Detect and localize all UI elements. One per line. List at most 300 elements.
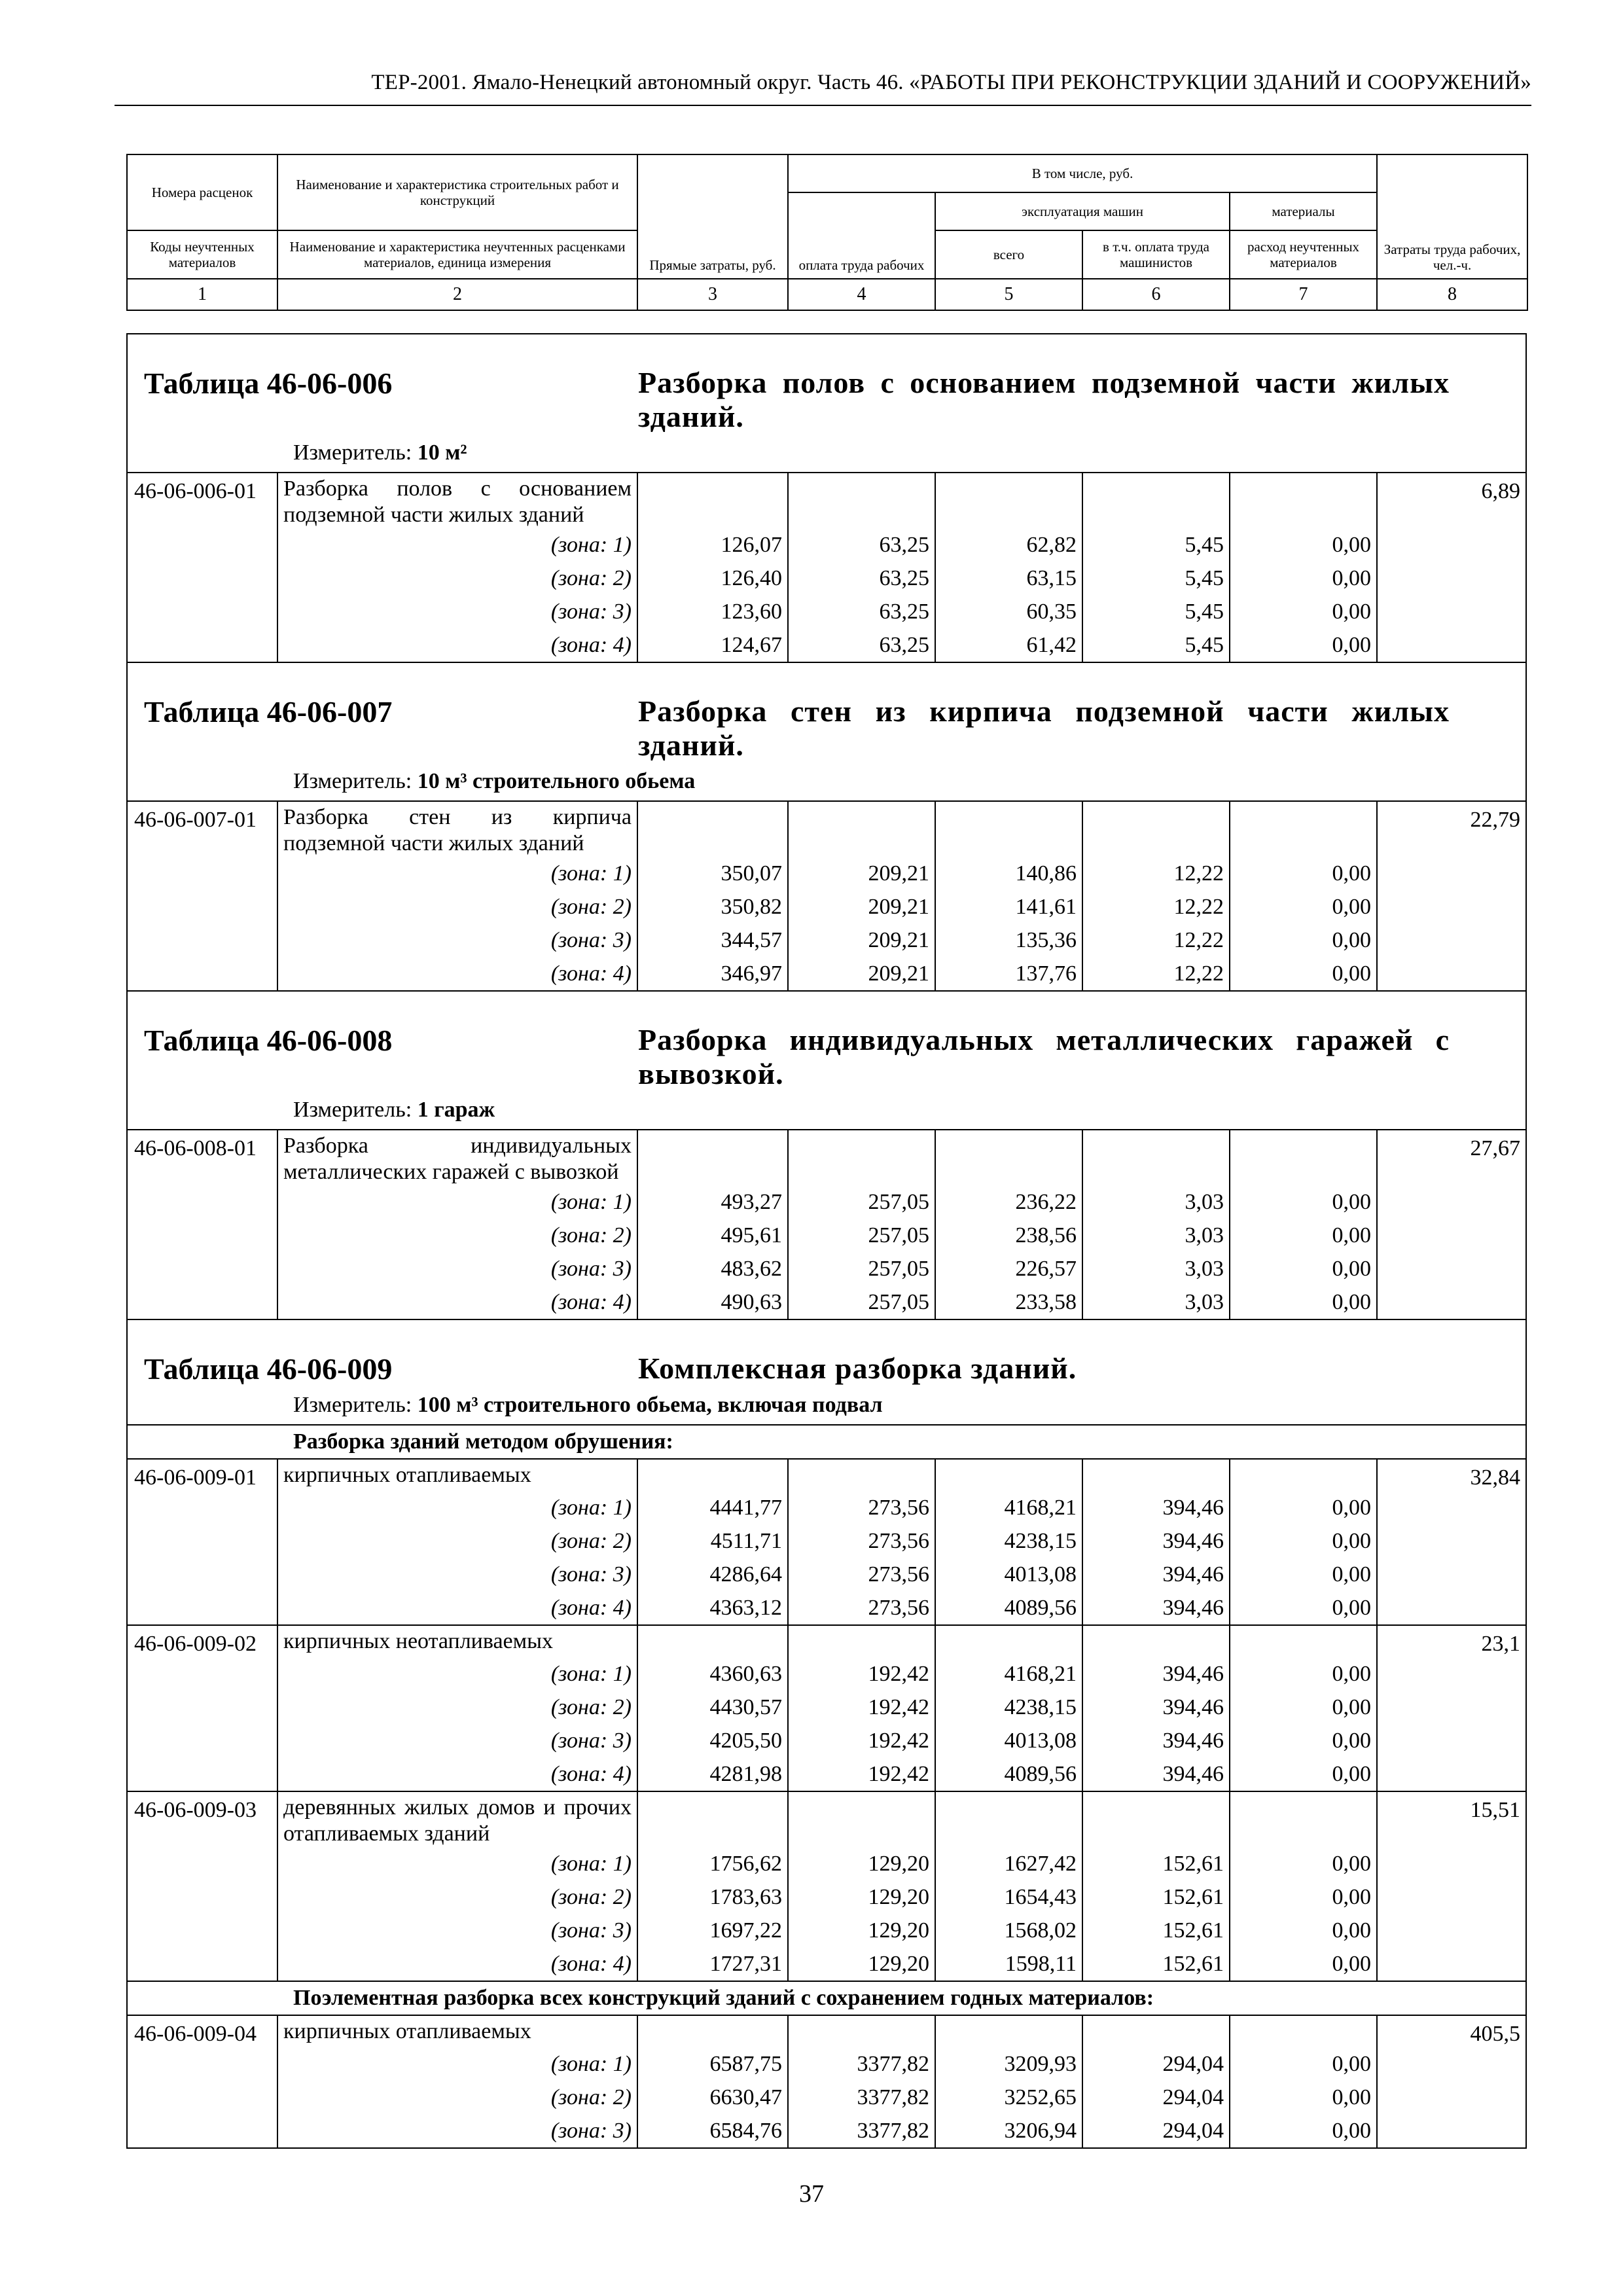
direct-costs-value: 344,57 [637,924,787,957]
empty-cell [1376,628,1527,662]
column-number: 3 [637,279,788,310]
table-number: Таблица 46-06-006 [144,367,393,400]
operators-value: 394,46 [1082,1657,1229,1691]
materials-value: 0,00 [1229,595,1376,628]
empty-cell [126,562,277,595]
zone-label: (зона: 4) [277,1285,637,1319]
operators-value: 394,46 [1082,1558,1229,1591]
table-number: Таблица 46-06-009 [144,1352,393,1386]
empty-cell [126,1285,277,1319]
wages-value: 3377,82 [787,2081,935,2114]
operators-value: 3,03 [1082,1285,1229,1319]
rate-item [126,1458,1527,1491]
labor-value: 405,5 [1376,2016,1527,2047]
empty-cell [1376,1491,1527,1524]
direct-costs-value: 483,62 [637,1252,787,1285]
rate-code: 46-06-006-01 [126,473,277,528]
column-number: 5 [935,279,1082,310]
materials-value: 0,00 [1229,1691,1376,1724]
zone-label: (зона: 2) [277,2081,637,2114]
zone-row [126,957,1527,990]
materials-value: 0,00 [1229,890,1376,924]
column-number: 8 [1377,279,1527,310]
empty-cell [1376,857,1527,890]
operators-value: 5,45 [1082,528,1229,562]
empty-cell [935,1626,1082,1657]
machines-value: 3252,65 [935,2081,1082,2114]
empty-cell [935,1792,1082,1847]
direct-costs-value: 346,97 [637,957,787,990]
direct-costs-value: 1783,63 [637,1880,787,1914]
wages-value: 63,25 [787,528,935,562]
empty-cell [1376,1880,1527,1914]
empty-cell [126,1185,277,1219]
empty-cell [126,924,277,957]
zone-label: (зона: 4) [277,628,637,662]
rate-name: кирпичных неотапливаемых [277,1626,637,1657]
rate-code: 46-06-008-01 [126,1130,277,1185]
zone-row [126,1880,1527,1914]
operators-value: 294,04 [1082,2114,1229,2147]
header-direct-costs: Прямые затраты, руб. [637,154,788,279]
rate-item [126,1129,1527,1185]
wages-value: 273,56 [787,1524,935,1558]
materials-value: 0,00 [1229,1880,1376,1914]
operators-value: 394,46 [1082,1691,1229,1724]
materials-value: 0,00 [1229,2047,1376,2081]
machines-value: 63,15 [935,562,1082,595]
labor-value: 6,89 [1376,473,1527,528]
wages-value: 129,20 [787,1914,935,1947]
rate-item [126,1791,1527,1847]
table-title: Комплексная разборка зданий. [638,1352,1077,1385]
materials-value: 0,00 [1229,1914,1376,1947]
wages-value: 257,05 [787,1219,935,1252]
empty-cell [1376,1591,1527,1624]
zone-label: (зона: 3) [277,2114,637,2147]
empty-cell [787,802,935,857]
operators-value: 294,04 [1082,2081,1229,2114]
wages-value: 3377,82 [787,2047,935,2081]
empty-cell [1376,957,1527,990]
empty-cell [1229,802,1376,857]
empty-cell [126,2081,277,2114]
measure-label: Измеритель: [293,1098,412,1122]
wages-value: 3377,82 [787,2114,935,2147]
machines-value: 4238,15 [935,1524,1082,1558]
zone-row [126,1185,1527,1219]
operators-value: 394,46 [1082,1724,1229,1757]
table-section [126,990,1527,1129]
table-bottom-line [126,2147,1527,2149]
materials-value: 0,00 [1229,1947,1376,1981]
empty-cell [787,1626,935,1657]
empty-cell [1082,1130,1229,1185]
empty-cell [1376,1657,1527,1691]
column-number: 4 [788,279,935,310]
rate-code: 46-06-009-01 [126,1460,277,1491]
zone-label: (зона: 2) [277,1880,637,1914]
zone-label: (зона: 1) [277,1657,637,1691]
operators-value: 5,45 [1082,562,1229,595]
rate-item [126,472,1527,528]
machines-value: 4013,08 [935,1724,1082,1757]
operators-value: 3,03 [1082,1219,1229,1252]
empty-cell [935,473,1082,528]
zone-label: (зона: 4) [277,1947,637,1981]
machines-value: 1598,11 [935,1947,1082,1981]
zone-row [126,890,1527,924]
empty-cell [1082,1460,1229,1491]
measure-value: 100 м³ строительного обьема, включая подвал [417,1393,883,1417]
empty-cell [935,1460,1082,1491]
zone-row [126,628,1527,662]
rate-code: 46-06-007-01 [126,802,277,857]
direct-costs-value: 1756,62 [637,1847,787,1880]
table-section [126,1319,1527,1424]
wages-value: 63,25 [787,595,935,628]
table-title: Разборка стен из кирпича подземной части жилых зданий. [638,694,1450,762]
empty-cell [637,2016,787,2047]
zone-row [126,1524,1527,1558]
zone-label: (зона: 4) [277,1757,637,1791]
wages-value: 209,21 [787,857,935,890]
operators-value: 152,61 [1082,1947,1229,1981]
empty-cell [935,1130,1082,1185]
empty-cell [126,1591,277,1624]
empty-cell [126,1219,277,1252]
empty-cell [1376,2114,1527,2147]
header-machines-total: всего [935,230,1082,279]
zone-label: (зона: 2) [277,1219,637,1252]
zone-label: (зона: 1) [277,1847,637,1880]
empty-cell [126,890,277,924]
direct-costs-value: 1697,22 [637,1914,787,1947]
labor-value: 32,84 [1376,1460,1527,1491]
zone-row [126,1947,1527,1981]
zone-row [126,528,1527,562]
table-number: Таблица 46-06-008 [144,1024,393,1057]
header-material-usage: расход неучтенных материалов [1230,230,1377,279]
direct-costs-value: 123,60 [637,595,787,628]
direct-costs-value: 490,63 [637,1285,787,1319]
machines-value: 1654,43 [935,1880,1082,1914]
measure-label: Измеритель: [293,440,412,465]
empty-cell [1376,2047,1527,2081]
labor-value: 15,51 [1376,1792,1527,1847]
materials-value: 0,00 [1229,1558,1376,1591]
direct-costs-value: 126,40 [637,562,787,595]
empty-cell [1376,1691,1527,1724]
section-title-row [128,334,1525,434]
zone-label: (зона: 4) [277,1591,637,1624]
labor-value: 27,67 [1376,1130,1527,1185]
table-section [126,662,1527,800]
direct-costs-value: 4363,12 [637,1591,787,1624]
materials-value: 0,00 [1229,2081,1376,2114]
zone-label: (зона: 2) [277,1524,637,1558]
empty-cell [126,1847,277,1880]
empty-cell [1376,890,1527,924]
column-number: 2 [277,279,637,310]
operators-value: 152,61 [1082,1914,1229,1947]
wages-value: 209,21 [787,957,935,990]
table-number: Таблица 46-06-007 [144,695,393,728]
wages-value: 129,20 [787,1847,935,1880]
operators-value: 12,22 [1082,957,1229,990]
machines-value: 61,42 [935,628,1082,662]
zone-label: (зона: 2) [277,562,637,595]
wages-value: 209,21 [787,890,935,924]
rates-body [126,333,1527,2149]
direct-costs-value: 1727,31 [637,1947,787,1981]
materials-value: 0,00 [1229,1757,1376,1791]
empty-cell [787,2016,935,2047]
empty-cell [126,1252,277,1285]
empty-cell [1229,1626,1376,1657]
zone-label: (зона: 3) [277,924,637,957]
empty-cell [1229,2016,1376,2047]
operators-value: 394,46 [1082,1757,1229,1791]
direct-costs-value: 6584,76 [637,2114,787,2147]
wages-value: 257,05 [787,1252,935,1285]
rate-code: 46-06-009-02 [126,1626,277,1657]
direct-costs-value: 4430,57 [637,1691,787,1724]
wages-value: 273,56 [787,1491,935,1524]
empty-cell [1229,1130,1376,1185]
materials-value: 0,00 [1229,1657,1376,1691]
table-section [126,333,1527,472]
rate-item [126,800,1527,857]
empty-cell [126,628,277,662]
empty-cell [1376,2081,1527,2114]
header-labor-costs: Затраты труда рабочих, чел.-ч. [1377,154,1527,279]
empty-cell [1376,528,1527,562]
machines-value: 4089,56 [935,1757,1082,1791]
operators-value: 5,45 [1082,628,1229,662]
empty-cell [1082,2016,1229,2047]
direct-costs-value: 6587,75 [637,2047,787,2081]
empty-cell [1376,595,1527,628]
materials-value: 0,00 [1229,528,1376,562]
empty-cell [126,595,277,628]
operators-value: 12,22 [1082,924,1229,957]
machines-value: 4013,08 [935,1558,1082,1591]
empty-cell [126,2047,277,2081]
column-header-table [126,154,1528,311]
empty-cell [126,1880,277,1914]
materials-value: 0,00 [1229,628,1376,662]
machines-value: 233,58 [935,1285,1082,1319]
measure-unit [128,434,1525,472]
header-wages: оплата труда рабочих [788,192,935,279]
materials-value: 0,00 [1229,1252,1376,1285]
wages-value: 192,42 [787,1657,935,1691]
machines-value: 137,76 [935,957,1082,990]
measure-value: 1 гараж [417,1098,495,1122]
zone-row [126,1691,1527,1724]
machines-value: 236,22 [935,1185,1082,1219]
zone-row [126,1219,1527,1252]
empty-cell [1376,1847,1527,1880]
header-machines: эксплуатация машин [935,192,1230,230]
empty-cell [1229,1460,1376,1491]
zone-label: (зона: 3) [277,1914,637,1947]
wages-value: 257,05 [787,1285,935,1319]
materials-value: 0,00 [1229,2114,1376,2147]
zone-label: (зона: 1) [277,857,637,890]
zone-row [126,595,1527,628]
empty-cell [787,1792,935,1847]
machines-value: 62,82 [935,528,1082,562]
wages-value: 273,56 [787,1591,935,1624]
materials-value: 0,00 [1229,1491,1376,1524]
operators-value: 152,61 [1082,1847,1229,1880]
empty-cell [1376,1524,1527,1558]
materials-value: 0,00 [1229,957,1376,990]
zone-row [126,2081,1527,2114]
direct-costs-value: 124,67 [637,628,787,662]
operators-value: 294,04 [1082,2047,1229,2081]
empty-cell [126,1657,277,1691]
wages-value: 273,56 [787,1558,935,1591]
empty-cell [126,1691,277,1724]
machines-value: 135,36 [935,924,1082,957]
zone-row [126,1724,1527,1757]
header-rule [115,105,1531,106]
machines-value: 4168,21 [935,1657,1082,1691]
zone-label: (зона: 2) [277,1691,637,1724]
zone-label: (зона: 2) [277,890,637,924]
zone-label: (зона: 1) [277,1185,637,1219]
zone-row [126,2114,1527,2147]
measure-value: 10 м² [417,440,467,465]
wages-value: 192,42 [787,1691,935,1724]
zone-label: (зона: 4) [277,957,637,990]
header-material-codes: Коды неучтенных материалов [127,230,277,279]
zone-row [126,2047,1527,2081]
empty-cell [1376,562,1527,595]
machines-value: 4168,21 [935,1491,1082,1524]
zone-row [126,1285,1527,1319]
rate-name: кирпичных отапливаемых [277,2016,637,2047]
empty-cell [126,528,277,562]
zone-label: (зона: 3) [277,1724,637,1757]
zone-row [126,562,1527,595]
wages-value: 129,20 [787,1880,935,1914]
direct-costs-value: 350,07 [637,857,787,890]
empty-cell [787,1130,935,1185]
empty-cell [787,1460,935,1491]
empty-cell [126,1524,277,1558]
header-including: В том числе, руб. [788,154,1377,192]
materials-value: 0,00 [1229,562,1376,595]
empty-cell [1376,1724,1527,1757]
rate-item [126,2015,1527,2047]
wages-value: 129,20 [787,1947,935,1981]
empty-cell [637,473,787,528]
empty-cell [1229,1792,1376,1847]
labor-value: 23,1 [1376,1626,1527,1657]
wages-value: 63,25 [787,628,935,662]
empty-cell [935,2016,1082,2047]
zone-label: (зона: 3) [277,1252,637,1285]
labor-value: 22,79 [1376,802,1527,857]
empty-cell [1082,1792,1229,1847]
column-number: 7 [1230,279,1377,310]
zone-row [126,924,1527,957]
machines-value: 3209,93 [935,2047,1082,2081]
wages-value: 63,25 [787,562,935,595]
zone-label: (зона: 1) [277,528,637,562]
wages-value: 257,05 [787,1185,935,1219]
empty-cell [126,1724,277,1757]
column-number: 1 [127,279,277,310]
empty-cell [1229,473,1376,528]
materials-value: 0,00 [1229,1847,1376,1880]
rate-name: Разборка индивидуальных металлических гаражей с вывозкой [277,1130,637,1185]
zone-row [126,1847,1527,1880]
section-title-row [128,1320,1525,1386]
empty-cell [1376,1219,1527,1252]
empty-cell [637,1792,787,1847]
zone-label: (зона: 1) [277,1491,637,1524]
empty-cell [1376,1185,1527,1219]
operators-value: 394,46 [1082,1491,1229,1524]
operators-value: 394,46 [1082,1524,1229,1558]
machines-value: 4238,15 [935,1691,1082,1724]
empty-cell [637,1626,787,1657]
direct-costs-value: 4281,98 [637,1757,787,1791]
operators-value: 3,03 [1082,1252,1229,1285]
empty-cell [1376,1947,1527,1981]
empty-cell [787,473,935,528]
operators-value: 12,22 [1082,857,1229,890]
measure-value: 10 м³ строительного обьема [417,769,696,793]
empty-cell [1376,924,1527,957]
operators-value: 5,45 [1082,595,1229,628]
operators-value: 12,22 [1082,890,1229,924]
header-materials: материалы [1230,192,1377,230]
empty-cell [126,1914,277,1947]
zone-row [126,1252,1527,1285]
machines-value: 1627,42 [935,1847,1082,1880]
operators-value: 152,61 [1082,1880,1229,1914]
measure-unit [128,1091,1525,1129]
direct-costs-value: 126,07 [637,528,787,562]
column-number: 6 [1082,279,1230,310]
header-operators-wages: в т.ч. оплата труда машинистов [1082,230,1230,279]
empty-cell [126,1558,277,1591]
materials-value: 0,00 [1229,1219,1376,1252]
wages-value: 192,42 [787,1724,935,1757]
materials-value: 0,00 [1229,1185,1376,1219]
empty-cell [1376,1558,1527,1591]
direct-costs-value: 493,27 [637,1185,787,1219]
section-title-row [128,663,1525,762]
empty-cell [935,802,1082,857]
zone-row [126,1657,1527,1691]
zone-row [126,1558,1527,1591]
measure-unit [128,762,1525,800]
subheading: Разборка зданий методом обрушения: [126,1424,1527,1458]
empty-cell [1376,1757,1527,1791]
rate-item [126,1624,1527,1657]
direct-costs-value: 6630,47 [637,2081,787,2114]
zone-label: (зона: 3) [277,595,637,628]
machines-value: 226,57 [935,1252,1082,1285]
table-title: Разборка полов с основанием подземной части жилых зданий. [638,366,1450,433]
